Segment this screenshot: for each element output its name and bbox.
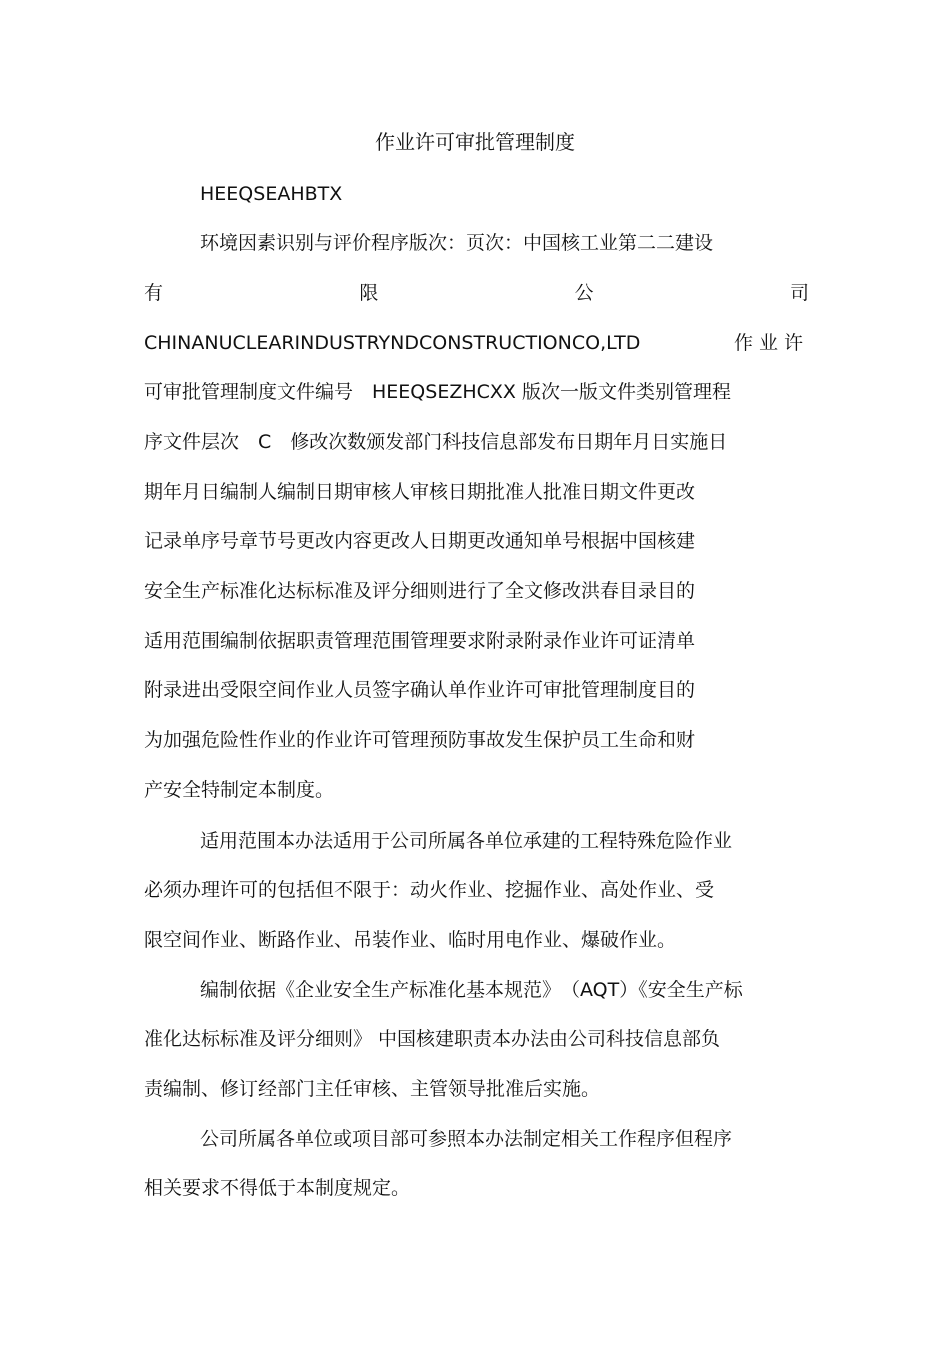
paragraph-line: 可审批管理制度文件编号 HEEQSEZHCXX 版次一版文件类别管理程 [144, 381, 731, 403]
english-line-tail: 作业许 [733, 332, 809, 354]
paragraph-line: 必须办理许可的包括但不限于：动火作业、挖掘作业、高处作业、受 [144, 879, 715, 901]
paragraph-line: 限空间作业、断路作业、吊装作业、临时用电作业、爆破作业。 [144, 929, 677, 951]
paragraph-line: 编制依据《企业安全生产标准化基本规范》 （AQT）《安全生产标 [200, 979, 743, 1001]
company-char: 司 [789, 282, 809, 304]
company-char: 限 [359, 282, 379, 304]
english-company-name: CHINANUCLEARINDUSTRYNDCONSTRUCTIONCO,LTD [144, 332, 641, 354]
company-name-line [144, 279, 809, 307]
document-code: HEEQSEAHBTX [200, 183, 343, 205]
paragraph-line: 适用范围本办法适用于公司所属各单位承建的工程特殊危险作业 [200, 830, 733, 852]
paragraph-line: 安全生产标准化达标标准及评分细则进行了全文修改洪春目录目的 [144, 580, 696, 602]
english-name-line [144, 329, 809, 357]
paragraph-line: 准化达标标准及评分细则》 中国核建职责本办法由公司科技信息部负 [144, 1028, 721, 1050]
paragraph-line: 适用范围编制依据职责管理范围管理要求附录附录作业许可证清单 [144, 630, 696, 652]
paragraph-line: 环境因素识别与评价程序版次：页次：中国核工业第二二建设 [200, 232, 714, 254]
company-char: 有 [144, 282, 164, 304]
paragraph-line: 相关要求不得低于本制度规定。 [144, 1177, 411, 1199]
paragraph-line: 产安全特制定本制度。 [144, 779, 335, 801]
paragraph-line: 为加强危险性作业的作业许可管理预防事故发生保护员工生命和财 [144, 729, 696, 751]
paragraph-line: 记录单序号章节号更改内容更改人日期更改通知单号根据中国核建 [144, 530, 696, 552]
paragraph-line: 期年月日编制人编制日期审核人审核日期批准人批准日期文件更改 [144, 481, 696, 503]
paragraph-line: 附录进出受限空间作业人员签字确认单作业许可审批管理制度目的 [144, 679, 696, 701]
document-title: 作业许可审批管理制度 [375, 130, 575, 154]
paragraph-line: 责编制、修订经部门主任审核、主管领导批准后实施。 [144, 1078, 601, 1100]
company-char: 公 [574, 282, 594, 304]
paragraph-line: 公司所属各单位或项目部可参照本办法制定相关工作程序但程序 [200, 1128, 733, 1150]
paragraph-line: 序文件层次 C 修改次数颁发部门科技信息部发布日期年月日实施日 [144, 431, 728, 453]
